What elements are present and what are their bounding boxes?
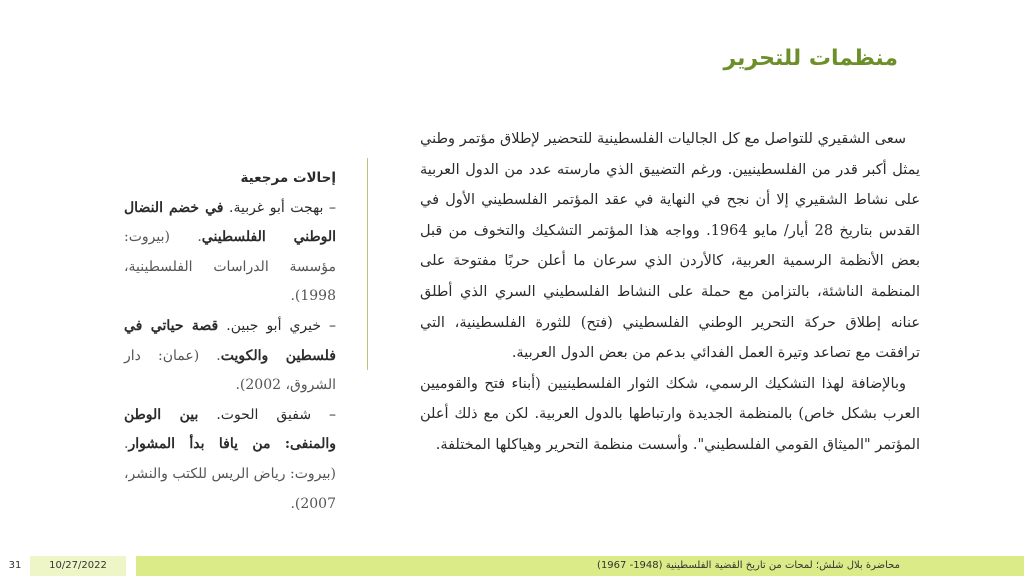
main-paragraph-2: وبالإضافة لهذا التشكيك الرسمي، شكك الثوار الفلسطينيين (أبناء فتح والقوميين العرب بشكل خاص) بالمنظمة الجديدة وارتباطها بالدول العربية. لكن مع ذلك أعلن المؤتمر "الميثاق القومي الفلسطيني". وأسست منظمة التحرير وهياكلها المختلفة.: [420, 375, 920, 453]
reference-item: [124, 401, 336, 519]
slide-footer: [0, 556, 1024, 576]
reference-item: [124, 194, 336, 312]
reference-publisher: . (بيروت: مؤسسة الدراسات الفلسطينية، 1998).: [124, 229, 336, 305]
reference-publisher: . (بيروت: رياض الريس للكتب والنشر، 2007).: [124, 436, 336, 512]
slide-title: منظمات للتحرير: [723, 46, 898, 71]
references-block: [124, 164, 337, 512]
footer-text: محاضرة بلال شلش؛ لمحات من تاريخ القضية الفلسطينية (1948- 1967): [136, 556, 1024, 576]
reference-title: بين الوطن والمنفى: من يافا بدأ المشوار: [124, 406, 336, 453]
main-text-block: [420, 124, 920, 524]
footer-date: 10/27/2022: [30, 556, 126, 576]
reference-author: – خيري أبو جبين.: [218, 317, 336, 334]
reference-publisher: . (عمان: دار الشروق، 2002).: [124, 347, 336, 394]
reference-title: قصة حياتي في فلسطين والكويت: [124, 317, 336, 364]
main-paragraph-1: سعى الشقيري للتواصل مع كل الجاليات الفلسطينية للتحضير لإطلاق مؤتمر وطني يمثل أكبر قدر من الفلسطينيين. ورغم التضييق الذي مارسته عدد من الدول العربية على نشاط الشقيري إلا أن نجح في النهاية في عقد المؤتمر الفلسطيني الأول في القدس بتاريخ 28 أيار/ مايو 1964. وواجه هذا المؤتمر التشكيك والتخوف من قبل بعض الأنظمة الرسمية العربية، كالأردن الذي سرعان ما أعلن حربًا مفتوحة على المنظمة الناشئة، بالتزامن مع حملة على النشاط الفلسطيني السري الذي أطلق عنانه إطلاق حركة التحرير الوطني الفلسطيني (فتح) للثورة الفلسطينية، التي ترافقت مع تصاعد وتيرة العمل الفدائي بدعم من بعض الدول العربية.: [420, 131, 920, 362]
reference-item: [124, 312, 336, 401]
references-heading: إحالات مرجعية: [240, 170, 336, 186]
column-divider: [367, 158, 368, 370]
reference-title: في خضم النضال الوطني الفلسطيني: [124, 199, 336, 246]
reference-author: – بهجت أبو غربية.: [223, 199, 337, 216]
page-number: 31: [0, 556, 30, 576]
reference-author: – شفيق الحوت.: [198, 406, 337, 423]
